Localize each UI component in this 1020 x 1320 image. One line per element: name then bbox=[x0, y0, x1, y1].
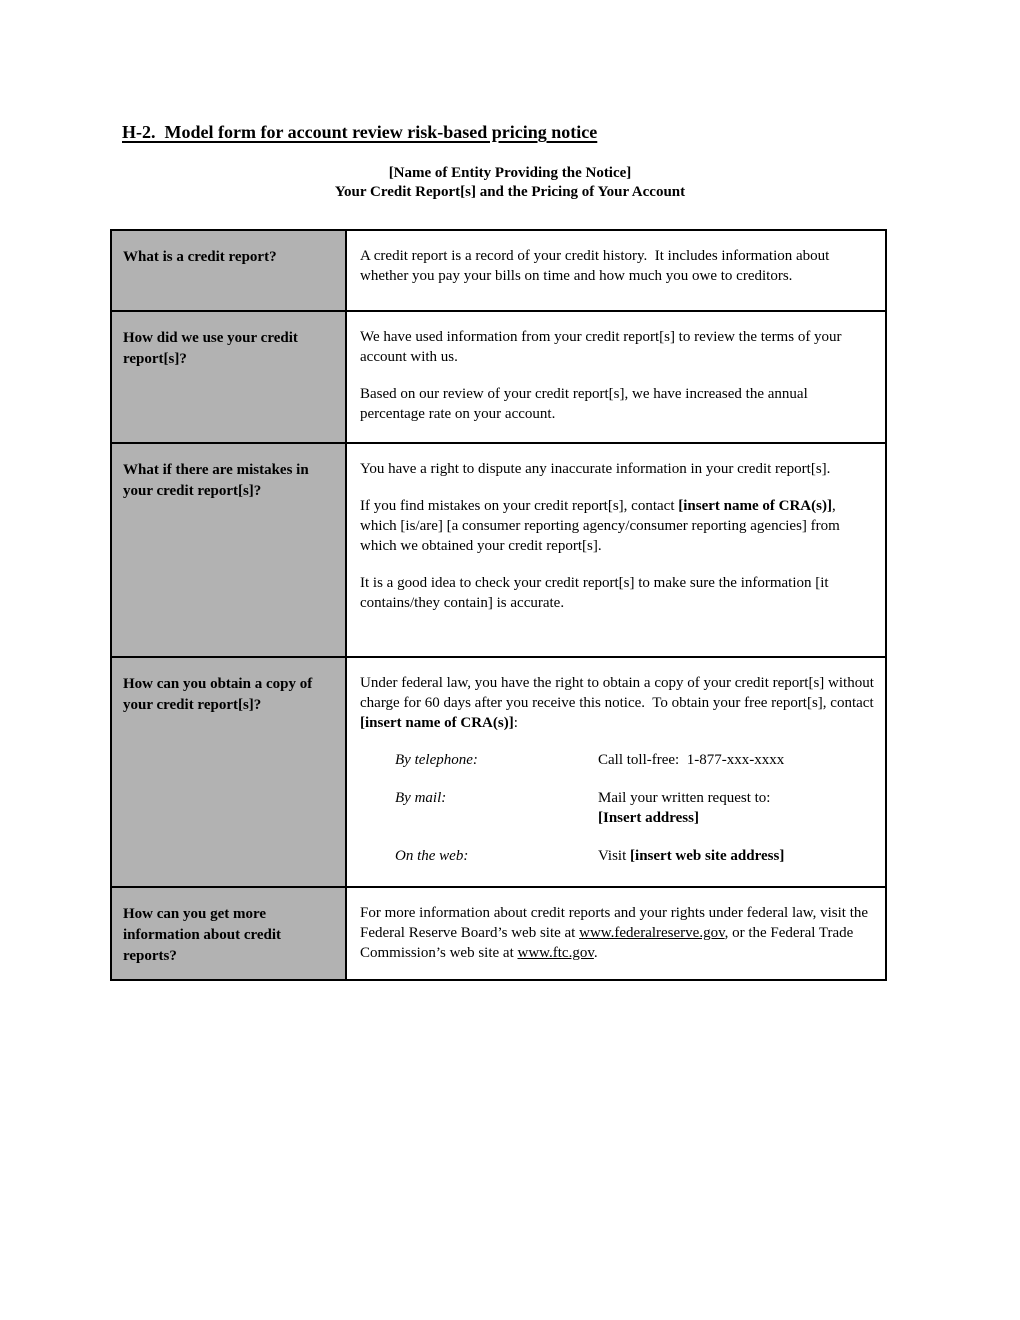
table-row-obtain-copy bbox=[111, 657, 886, 887]
answer-cell bbox=[346, 230, 886, 311]
paragraph: We have used information from your credit report[s] to review the terms of your account with us. bbox=[360, 329, 846, 365]
paragraph: It is a good idea to check your credit report[s] to make sure the information [it contains/they contain] is accurate. bbox=[360, 575, 833, 611]
contact-label-web: On the web: bbox=[395, 848, 469, 864]
notice-table bbox=[110, 229, 887, 981]
answer-cell bbox=[346, 887, 886, 980]
text-segment: If you find mistakes on your credit report[s], contact bbox=[360, 498, 679, 514]
entity-name-line: [Name of Entity Providing the Notice] bbox=[388, 165, 632, 181]
paragraph: A credit report is a record of your credit history. It includes information about whether you pay your bills on time and how much you owe to creditors. bbox=[360, 248, 834, 284]
table-row-more-information bbox=[111, 887, 886, 980]
answer-cell bbox=[346, 657, 886, 887]
answer-cell bbox=[346, 311, 886, 443]
insert-address-placeholder: [Insert address] bbox=[598, 810, 699, 826]
federalreserve-link[interactable]: www.federalreserve.gov bbox=[579, 925, 725, 941]
notice-heading: Your Credit Report[s] and the Pricing of Your Account bbox=[334, 184, 686, 200]
paragraph: You have a right to dispute any inaccurate information in your credit report[s]. bbox=[360, 461, 831, 477]
question-cell: What is a credit report? bbox=[111, 230, 346, 311]
text-segment: : bbox=[513, 715, 518, 731]
contact-label-mail: By mail: bbox=[395, 790, 447, 806]
insert-cra-placeholder: [insert name of CRA(s)] bbox=[360, 715, 514, 731]
contact-value-web bbox=[598, 846, 875, 866]
ftc-link[interactable]: www.ftc.gov bbox=[517, 945, 594, 961]
table-row-mistakes bbox=[111, 443, 886, 657]
paragraph bbox=[360, 496, 875, 556]
contact-value-mail bbox=[598, 788, 875, 828]
contact-label-telephone: By telephone: bbox=[395, 752, 478, 768]
text-segment: For more information about credit reports and your rights under federal law, visit the Federal Reserve Board’s web site at bbox=[360, 905, 872, 941]
paragraph bbox=[360, 673, 878, 733]
contact-methods bbox=[395, 750, 875, 866]
question-cell: How can you obtain a copy of your credit report[s]? bbox=[111, 657, 346, 887]
paragraph bbox=[360, 903, 875, 963]
text-segment: , or the Federal Trade Commission’s web site at bbox=[360, 925, 858, 961]
text-segment: Under federal law, you have the right to obtain a copy of your credit report[s] without charge for 60 days after you receive this notice. To obtain your free report[s], contact bbox=[360, 675, 878, 711]
question-cell: How did we use your credit report[s]? bbox=[111, 311, 346, 443]
question-cell: How can you get more information about credit reports? bbox=[111, 887, 346, 980]
table-row-what-is-credit-report bbox=[111, 230, 886, 311]
heading-block bbox=[0, 164, 1020, 202]
paragraph: Based on our review of your credit report[s], we have increased the annual percentage rate on your account. bbox=[360, 386, 812, 422]
contact-value-telephone: Call toll-free: 1-877-xxx-xxxx bbox=[598, 752, 785, 768]
text-segment: Mail your written request to: bbox=[598, 790, 771, 806]
answer-cell bbox=[346, 443, 886, 657]
question-cell: What if there are mistakes in your credit report[s]? bbox=[111, 443, 346, 657]
table-row-how-did-we-use bbox=[111, 311, 886, 443]
text-segment: , which [is/are] [a consumer reporting agency/consumer reporting agencies] from which we obtained your credit report[s]. bbox=[360, 498, 844, 554]
text-segment: . bbox=[593, 945, 598, 961]
text-segment: Visit bbox=[598, 848, 631, 864]
page-title: H-2. Model form for account review risk-based pricing notice bbox=[122, 122, 598, 142]
insert-cra-placeholder: [insert name of CRA(s)] bbox=[678, 498, 832, 514]
insert-website-placeholder: [insert web site address] bbox=[630, 848, 785, 864]
